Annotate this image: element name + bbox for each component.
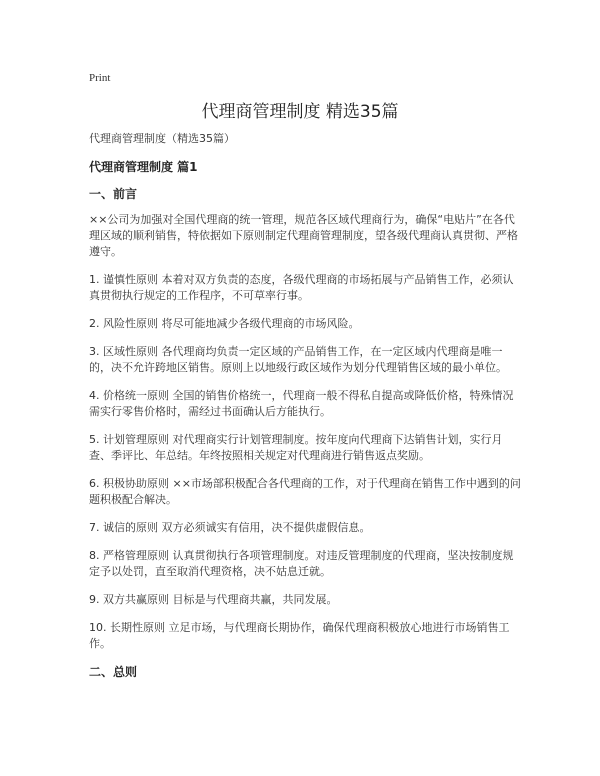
principle-item: 4. 价格统一原则 全国的销售价格统一，代理商一般不得私自提高或降低价格，特殊情况需实行零售价格时，需经过书面确认后方能执行。: [89, 389, 514, 418]
principle-item: 7. 诚信的原则 双方必须诚实有信用，决不提供虚假信息。: [89, 521, 371, 534]
intro-paragraph: ××公司为加强对全国代理商的统一管理，规范各区域代理商行为，确保“电贴片”在各代理区域的顺利销售，特依据如下原则制定代理商管理制度，望各级代理商认真贯彻、严格遵守。: [89, 213, 518, 258]
heading-general: 二、总则: [89, 665, 138, 679]
principle-item: 1. 谨慎性原则 本着对双方负责的态度，各级代理商的市场拓展与产品销售工作，必须认真贯彻执行规定的工作程序，不可草率行事。: [89, 273, 514, 302]
print-label: Print: [89, 72, 111, 84]
principle-item: 10. 长期性原则 立足市场，与代理商长期协作，确保代理商积极放心地进行市场销售工作。: [89, 621, 510, 650]
document-title: 代理商管理制度 精选35篇: [201, 102, 399, 122]
principle-item: 8. 严格管理原则 认真贯彻执行各项管理制度。对违反管理制度的代理商，坚决按制度规定予以处罚，直至取消代理资格，决不姑息迁就。: [89, 549, 514, 578]
section-heading: 代理商管理制度 篇1: [89, 160, 198, 174]
principle-item: 5. 计划管理原则 对代理商实行计划管理制度。按年度向代理商下达销售计划，实行月查、季评比、年总结。年终按照相关规定对代理商进行销售返点奖励。: [89, 433, 503, 462]
document-subtitle: 代理商管理制度（精选35篇）: [89, 132, 235, 145]
principle-item: 3. 区域性原则 各代理商均负责一定区域的产品销售工作，在一定区域内代理商是唯一的，决不允许跨地区销售。原则上以地级行政区域作为划分代理销售区域的最小单位。: [89, 345, 507, 374]
principle-item: 6. 积极协助原则 ××市场部积极配合各代理商的工作，对于代理商在销售工作中遇到的问题积极配合解决。: [89, 477, 521, 506]
document-body: [89, 131, 521, 690]
principle-item: 9. 双方共赢原则 目标是与代理商共赢，共同发展。: [89, 593, 338, 606]
heading-preface: 一、前言: [89, 187, 138, 201]
principle-item: 2. 风险性原则 将尽可能地减少各级代理商的市场风险。: [89, 317, 360, 330]
